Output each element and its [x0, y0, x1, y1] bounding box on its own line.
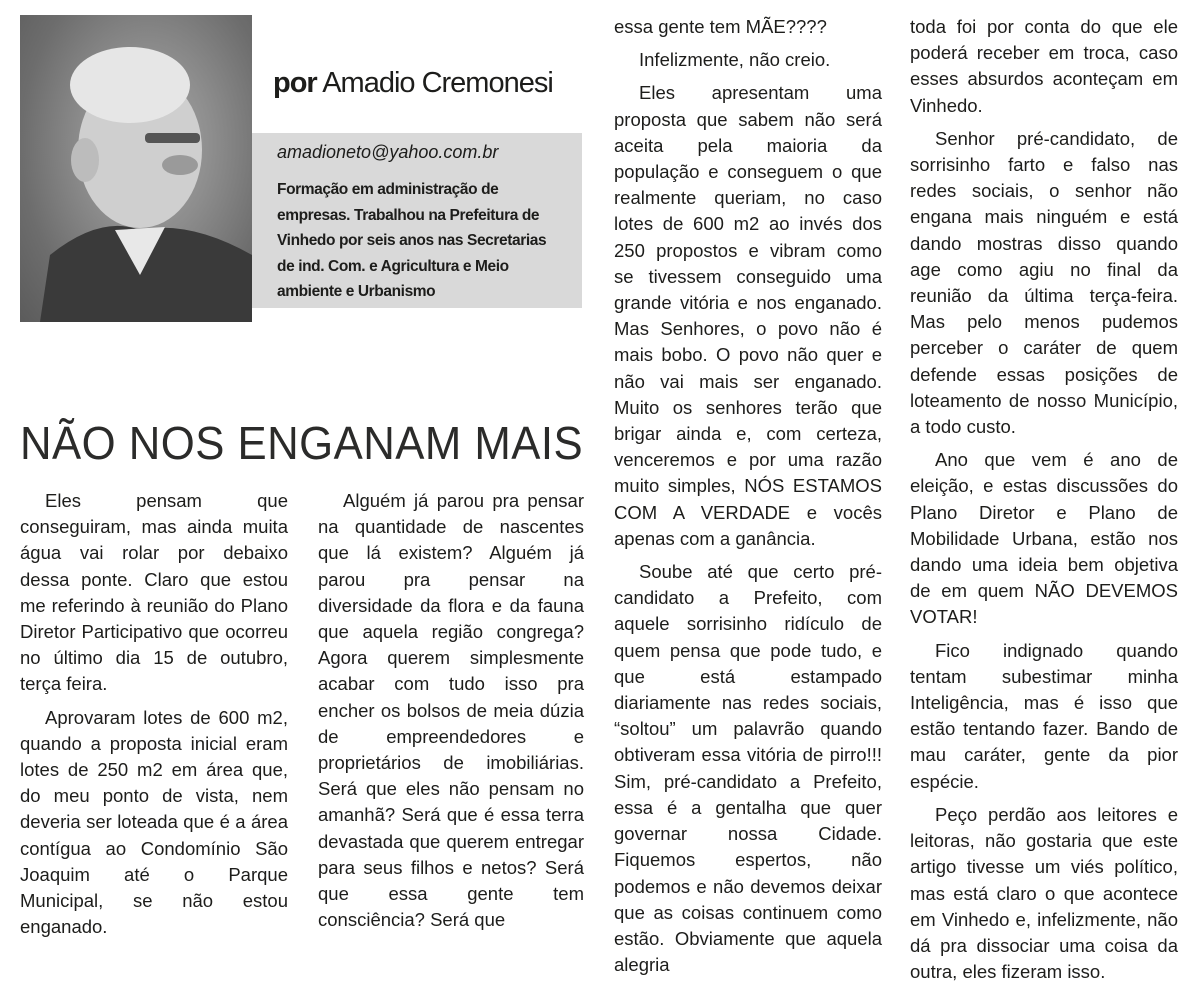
byline-pointer [252, 67, 274, 119]
author-bio-box [252, 133, 582, 308]
author-portrait-image [20, 15, 252, 322]
bio-line: ambiente e Urbanismo [277, 283, 436, 300]
paragraph: Eles apresentam uma proposta que sabem não será aceita pela maioria da população e conseguem o que realmente queriam, no caso lotes de 600 m2 ao invés dos 250 propostos e vibram como se tivessem conseguido uma grande vitória e nos enganado. Mas Senhores, o povo não é mais bobo. O povo não quer e não vai mais ser enganado. Muito os senhores terão que brigar ainda e, com certeza, venceremos e por uma razão muito simples, NÓS ESTAMOS COM A VERDADE e vocês apenas com a ganância. [614, 82, 882, 549]
paragraph: Alguém já parou pra pensar na quantidade de nascentes que lá existem? Alguém já parou pra pensar na diversidade da flora e da fauna que aquela região congrega? Agora querem simplesmente acabar com tudo isso pra encher os bolsos de meia dúzia de empreendedores e proprietários de imobiliárias. Será que eles não pensam no amanhã? Será que é essa terra devastada que querem entregar para seus filhos e netos? Será que essa gente tem consciência? Será que [318, 490, 584, 931]
paragraph: Soube até que certo pré-candidato a Prefeito, com aquele sorrisinho ridículo de quem pensa que pode tudo, e que está estampado diariamente nas redes sociais, “soltou” um palavrão quando obtiveram essa vitória de pirro!!! Sim, pré-candidato a Prefeito, essa é a gentalha que quer governar nossa Cidade. Fiquemos espertos, não podemos e não devemos deixar que as coisas continuem como estão. Obviamente que aquela alegria [614, 561, 882, 976]
paragraph: Ano que vem é ano de eleição, e estas discussões do Plano Diretor e Plano de Mobilidade Urbana, estão nos dando uma ideia bem objetiva de em quem NÃO DEVEMOS VOTAR! [910, 449, 1178, 628]
author-name: Amadio Cremonesi [322, 67, 553, 99]
byline [252, 55, 582, 133]
article-column-3 [614, 14, 882, 985]
paragraph: Aprovaram lotes de 600 m2, quando a proposta inicial eram lotes de 250 m2 em área que, do meu ponto de vista, nem deveria ser loteada que é a área contígua ao Condomínio São Joaquim até o Parque Municipal, se não estou enganado. [20, 706, 288, 938]
paragraph: Fico indignado quando tentam subestimar minha Inteligência, mas é isso que estão tentando fazer. Bando de mau caráter, gente da pior espécie. [910, 639, 1178, 792]
bio-line: Vinhedo por seis anos nas Secretarias [277, 232, 547, 249]
article-column-4 [910, 14, 1178, 992]
bio-line: de ind. Com. e Agricultura e Meio [277, 257, 509, 275]
byline-por: por [273, 67, 317, 99]
article-column-2 [318, 488, 584, 940]
bio-line: empresas. Trabalhou na Prefeitura de [277, 206, 540, 224]
paragraph: Eles pensam que conseguiram, mas ainda muita água vai rolar por debaixo dessa ponte. Claro que estou me referindo à reunião do Plano Diretor Participativo que ocorreu no último dia 15 de outubro, terça feira. [20, 490, 288, 695]
author-bio [277, 177, 577, 305]
paragraph: essa gente tem MÃE???? [614, 16, 827, 37]
paragraph: Peço perdão aos leitores e leitoras, não gostaria que este artigo tivesse um viés político, mas está claro o que acontece em Vinhedo e, infelizmente, não dá pra dissociar uma coisa da outra, eles fizeram isso. [910, 803, 1178, 983]
article-column-1 [20, 488, 288, 947]
article-headline: NÃO NOS ENGANAM MAIS [20, 416, 584, 469]
paragraph: toda foi por conta do que ele poderá receber em troca, caso esses absurdos aconteçam em Vinhedo. [910, 16, 1178, 116]
bio-line: Formação em administração de [277, 181, 499, 198]
author-email[interactable]: amadioneto@yahoo.com.br [277, 142, 499, 162]
paragraph: Infelizmente, não creio. [639, 49, 831, 71]
author-photo [20, 15, 252, 322]
paragraph: Senhor pré-candidato, de sorrisinho farto e falso nas redes sociais, o senhor não engana mais ninguém e está dando mostras disso quando age como agiu no final da reunião da última terça-feira. Mas pelo menos pudemos perceber o caráter de quem defende essas posições de loteamento de nosso Município, a todo custo. [910, 127, 1178, 438]
author-byline [273, 67, 553, 100]
